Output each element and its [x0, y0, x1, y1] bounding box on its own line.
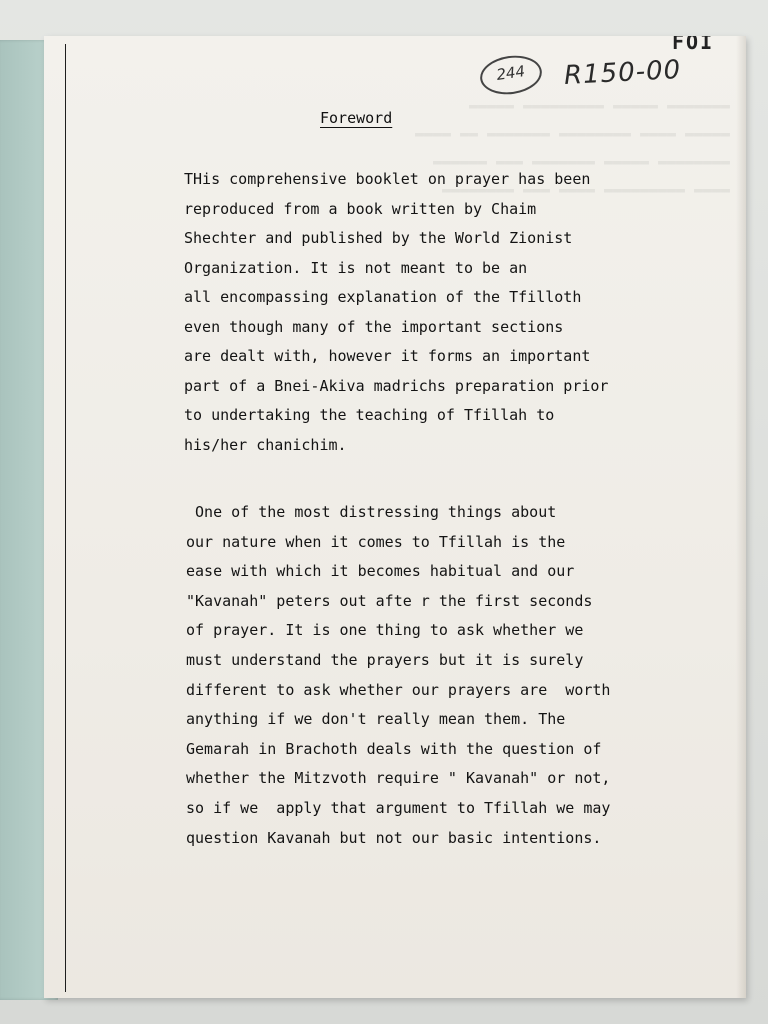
text-line: our nature when it comes to Tfillah is the: [186, 532, 566, 551]
text-line: ease with which it becomes habitual and our: [186, 562, 575, 581]
text-line: Gemarah in Brachoth deals with the question of: [186, 739, 602, 758]
text-line: to undertaking the teaching of Tfillah to: [184, 406, 555, 424]
text-line: whether the Mitzvoth require " Kavanah" or not,: [186, 769, 611, 788]
circled-number-annotation: [478, 52, 545, 98]
text-line: "Kavanah" peters out afte r the first seconds: [186, 591, 593, 610]
text-line: of prayer. It is one thing to ask whether we: [186, 621, 584, 640]
text-line: his/her chanichim.: [184, 435, 347, 454]
circled-number: 244: [495, 62, 527, 84]
text-line: are dealt with, however it forms an important: [184, 347, 591, 365]
text-line: anything if we don't really mean them. The: [186, 710, 566, 729]
text-line: all encompassing explanation of the Tfilloth: [184, 288, 582, 306]
text-line: so if we apply that argument to Tfillah we may: [186, 798, 611, 817]
text-line: must understand the prayers but it is surely: [186, 650, 584, 669]
text-line: different to ask whether our prayers are worth: [186, 680, 611, 699]
paragraph-1: [184, 170, 608, 465]
text-line: Shechter and published by the World Zionist: [184, 229, 573, 247]
text-line: even though many of the important sections: [184, 317, 564, 336]
text-line: THis comprehensive booklet on prayer has been: [184, 170, 591, 188]
text-line: reproduced from a book written by Chaim: [184, 199, 537, 218]
text-line: One of the most distressing things about: [186, 503, 557, 521]
document-page: [44, 36, 746, 998]
text-line: part of a Bnei-Akiva madrichs preparation prior: [184, 376, 609, 395]
margin-rule: [65, 44, 66, 992]
page-title: Foreword: [320, 109, 393, 127]
show-through-texture: ▬▬▬▬▬▬▬ ▬▬▬▬▬ ▬▬▬▬▬▬▬▬▬ ▬▬▬▬▬ ▬▬▬▬▬ ▬▬▬▬ ▬▬▬▬▬▬▬▬ ▬▬▬▬▬▬▬ ▬▬ ▬▬▬▬ ▬▬▬▬▬▬▬▬ ▬▬▬▬▬ ▬▬▬▬▬▬▬ ▬▬▬ ▬▬▬▬▬▬ ▬▬▬▬ ▬▬▬▬▬▬▬▬▬ ▬▬▬▬ ▬▬▬ ▬▬▬▬▬▬▬▬: [414, 97, 730, 198]
text-line: Organization. It is not meant to be an: [184, 258, 528, 277]
text-line: question Kavanah but not our basic intentions.: [186, 828, 602, 847]
paragraph-2: [186, 503, 610, 858]
corner-mark: FOI: [672, 36, 715, 54]
price-annotation: R150-00: [563, 54, 682, 92]
